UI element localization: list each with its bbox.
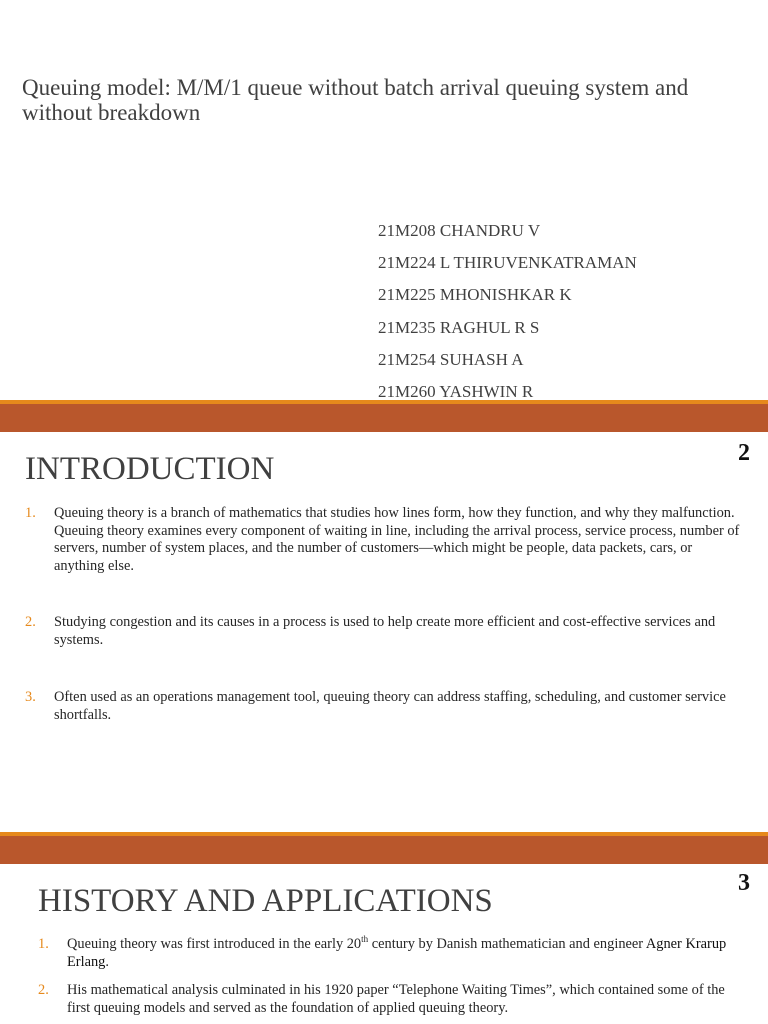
slide-heading: HISTORY AND APPLICATIONS — [38, 883, 493, 919]
list-text: Studying congestion and its causes in a process is used to help create more efficient and cost-effective services and systems. — [54, 614, 716, 648]
slide-heading: INTRODUCTION — [25, 451, 275, 487]
author-list — [378, 220, 637, 400]
list-number: 2. — [38, 982, 49, 998]
list-number: 3. — [25, 689, 36, 705]
list-text: Often used as an operations management tool, queuing theory can address staffing, scheduling, and customer service shortfalls. — [54, 689, 726, 723]
author-item: 21M260 YASHWIN R — [378, 381, 534, 400]
list-number: 1. — [25, 505, 36, 521]
slide-divider — [0, 400, 768, 432]
list-item — [25, 689, 745, 724]
text-fragment: Queuing theory was first introduced in the early 20 — [67, 936, 362, 952]
author-item: 21M224 L THIRUVENKATRAMAN — [378, 253, 637, 273]
superscript: th — [361, 934, 369, 945]
author-item: 21M225 MHONISHKAR K — [378, 285, 572, 305]
title-slide — [0, 0, 768, 400]
list-number: 1. — [38, 936, 49, 952]
list-item — [25, 505, 745, 575]
author-item: 21M208 CHANDRU V — [378, 221, 541, 240]
slide-divider — [0, 832, 768, 864]
text-fragment: century by Danish mathematician and engineer — [368, 936, 646, 952]
person-name: Agner Krarup Erlang — [67, 936, 727, 970]
list-number: 2. — [25, 614, 36, 630]
list-text: Queuing theory is a branch of mathematics that studies how lines form, how they function, and why they malfunction. Queuing theory examines every component of waiting in line, including the arrival process, service process, number of servers, number of system places, and the number of customers—which might be people, data packets, cars, or anything else. — [54, 505, 740, 574]
author-item: 21M235 RAGHUL R S — [378, 317, 540, 337]
slide-number: 2 — [738, 440, 750, 466]
list-item — [25, 614, 745, 649]
slide-number: 3 — [738, 870, 750, 896]
list-item — [38, 982, 738, 1017]
list-item — [38, 936, 738, 971]
list-text — [67, 936, 738, 971]
history-slide — [0, 864, 768, 1024]
presentation-title: Queuing model: M/M/1 queue without batch arrival queuing system and without breakdown — [22, 75, 689, 125]
introduction-slide — [0, 432, 768, 832]
author-item: 21M254 SUHASH A — [378, 349, 524, 369]
divider-accent-stripe — [0, 832, 768, 836]
list-text: His mathematical analysis culminated in his 1920 paper “Telephone Waiting Times”, which contained some of the first queuing models and served as the foundation of applied queuing theory. — [67, 982, 725, 1016]
divider-accent-stripe — [0, 400, 768, 404]
text-fragment: . — [105, 953, 109, 970]
